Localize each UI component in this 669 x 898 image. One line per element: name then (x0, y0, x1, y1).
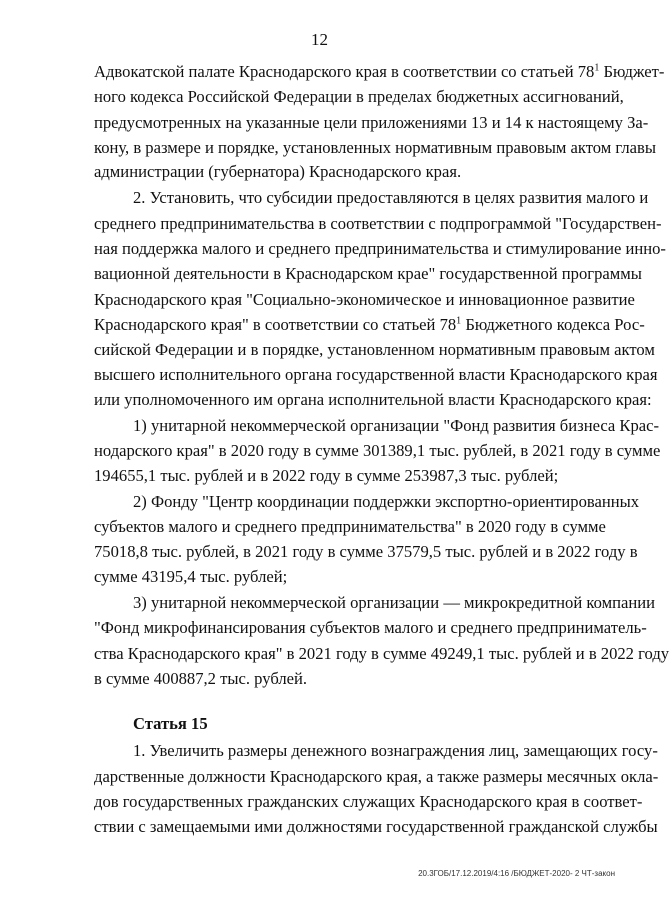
text-line: 194655,1 тыс. рублей и в 2022 году в сумме 253987,3 тыс. рублей; (94, 466, 559, 485)
text-line: или уполномоченного им органа исполнительной власти Краснодарского края: (94, 390, 652, 409)
text-line: предусмотренных на указанные цели приложениями 13 и 14 к настоящему За- (94, 113, 649, 132)
text-line: Краснодарского края "Социально-экономическое и инновационное развитие (94, 290, 635, 309)
text-line: 1. Увеличить размеры денежного вознаграждения лиц, замещающих госу- (133, 741, 658, 760)
text-line: администрации (губернатора) Краснодарского края. (94, 162, 462, 181)
text-line: ная поддержка малого и среднего предпринимательства и стимулирование инно- (94, 239, 666, 258)
text-line: дов государственных гражданских служащих Краснодарского края в соответ- (94, 792, 643, 811)
text-line: ства Краснодарского края" в 2021 году в сумме 49249,1 тыс. рублей и в 2022 году (94, 644, 669, 663)
article-heading: Статья 15 (133, 714, 208, 733)
text-line: дарственные должности Краснодарского края, а также размеры месячных окла- (94, 767, 659, 786)
text-line: 2) Фонду "Центр координации поддержки экспортно-ориентированных (133, 492, 640, 511)
text-line: ного кодекса Российской Федерации в пределах бюджетных ассигнований, (94, 87, 624, 106)
text-line: ствии с замещаемыми ими должностями государственной гражданской службы (94, 817, 658, 836)
text-line: сийской Федерации и в порядке, установленном нормативным правовым актом (94, 340, 655, 359)
text-line: "Фонд микрофинансирования субъектов малого и среднего предприниматель- (94, 618, 647, 637)
text-line: 75018,8 тыс. рублей, в 2021 году в сумме 37579,5 тыс. рублей и в 2022 году в (94, 542, 638, 561)
text-line: высшего исполнительного органа государственной власти Краснодарского края (94, 365, 658, 384)
text-line: 1) унитарной некоммерческой организации "Фонд развития бизнеса Крас- (133, 416, 660, 435)
text-line: в сумме 400887,2 тыс. рублей. (94, 669, 308, 688)
text-line: среднего предпринимательства в соответствии с подпрограммой "Государствен- (94, 214, 662, 233)
page-number: 12 (311, 30, 328, 49)
text-line: Краснодарского края" в соответствии со статьей $78^1$ Бюджетного кодекса Рос- (94, 315, 645, 334)
text-line: Адвокатской палате Краснодарского края в соответствии со статьей $78^1$ Бюджет- (94, 62, 665, 81)
text-line: кону, в размере и порядке, установленных нормативным правовым актом главы (94, 138, 656, 157)
footer-document-code: 20.3ГОБ/17.12.2019/4:16 /БЮДЖЕТ-2020- 2 ЧТ-закон (418, 869, 615, 878)
text-line: вационной деятельности в Краснодарском крае" государственной программы (94, 264, 642, 283)
text-line: субъектов малого и среднего предпринимательства" в 2020 году в сумме (94, 517, 606, 536)
text-line: 3) унитарной некоммерческой организации — микрокредитной компании (133, 593, 655, 612)
text-line: сумме 43195,4 тыс. рублей; (94, 567, 288, 586)
text-line: 2. Установить, что субсидии предоставляются в целях развития малого и (133, 188, 649, 207)
text-line: нодарского края" в 2020 году в сумме 301389,1 тыс. рублей, в 2021 году в сумме (94, 441, 661, 460)
